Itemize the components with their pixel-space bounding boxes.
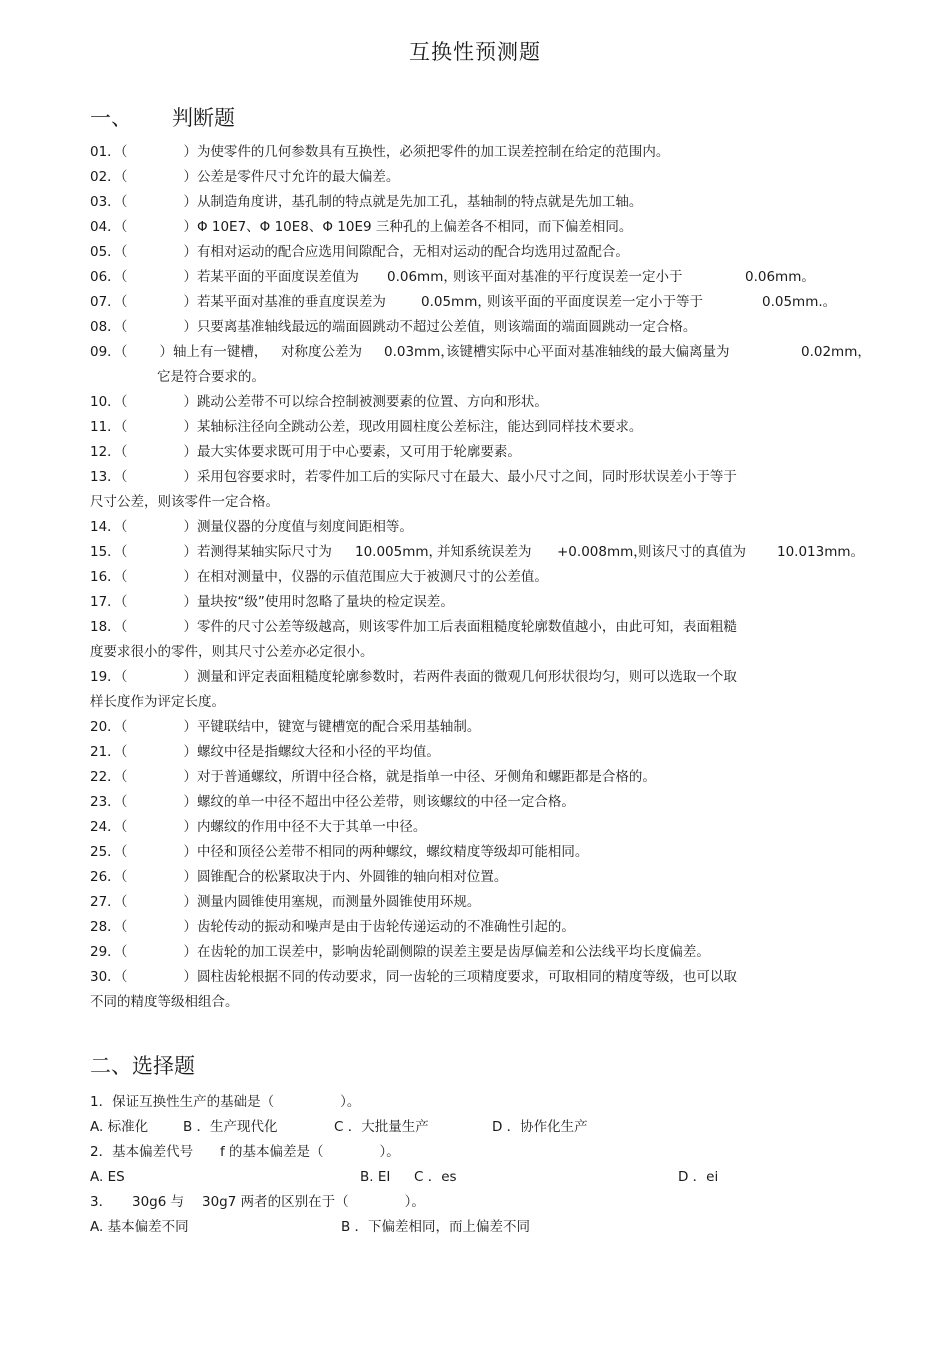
paren-close: ） bbox=[183, 919, 197, 935]
question-number: 20．（ bbox=[90, 719, 128, 735]
question-16 bbox=[90, 568, 548, 586]
question-number: 12．（ bbox=[90, 444, 128, 460]
value-plus-0.008mm: +0.008mm， bbox=[557, 544, 647, 560]
question-text: 只要离基准轴线最远的端面圆跳动不超过公差值，则该端面的端面圆跳动一定合格。 bbox=[196, 319, 697, 335]
choice-stem: 1．保证互换性生产的基础是（ bbox=[90, 1094, 275, 1110]
paren-close: ） bbox=[183, 819, 197, 835]
section-name: 判断题 bbox=[172, 106, 235, 130]
option-b[interactable]: B. EI bbox=[360, 1169, 391, 1185]
question-text: Φ 10E7、Φ 10E8、Φ 10E9 三种孔的上偏差各不相同，而下偏差相同。 bbox=[196, 219, 633, 235]
question-text-continued: 则该尺寸的真值为 bbox=[638, 544, 746, 560]
option-a[interactable]: A. ES bbox=[90, 1169, 125, 1185]
question-text: 若测得某轴实际尺寸为 bbox=[196, 544, 332, 560]
page-title: 互换性预测题 bbox=[409, 40, 541, 64]
question-17 bbox=[90, 593, 454, 611]
question-number: 13．（ bbox=[90, 469, 128, 485]
question-text: 量块按“级”使用时忽略了量块的检定误差。 bbox=[196, 594, 454, 610]
question-text: 采用包容要求时，若零件加工后的实际尺寸在最大、最小尺寸之间，同时形状误差小于等于 bbox=[196, 469, 737, 485]
paren-close: ） bbox=[183, 544, 197, 560]
question-text: 平键联结中，键宽与键槽宽的配合采用基轴制。 bbox=[196, 719, 481, 735]
question-number: 18．（ bbox=[90, 619, 128, 635]
question-24 bbox=[90, 818, 426, 836]
question-text: 齿轮传动的振动和噪声是由于齿轮传递运动的不准确性引起的。 bbox=[196, 919, 575, 935]
paren-close: ） bbox=[183, 144, 197, 160]
option-d[interactable]: D ．协作化生产 bbox=[492, 1119, 588, 1135]
question-28 bbox=[90, 918, 575, 936]
paren-close: ） bbox=[183, 519, 197, 535]
paren-close: ） bbox=[183, 719, 197, 735]
question-text: 有相对运动的配合应选用间隙配合，无相对运动的配合均选用过盈配合。 bbox=[196, 244, 629, 260]
question-07 bbox=[90, 293, 386, 311]
question-continuation: 它是符合要求的。 bbox=[157, 369, 265, 385]
question-number: 26．（ bbox=[90, 869, 128, 885]
paren-close: ） bbox=[183, 469, 197, 485]
question-text: 若某平面的平面度误差值为 bbox=[196, 269, 359, 285]
question-10 bbox=[90, 393, 548, 411]
choice-question-2-stem-b bbox=[220, 1143, 400, 1161]
question-number: 16．（ bbox=[90, 569, 128, 585]
value-0.06mm: 0.06mm。 bbox=[745, 269, 815, 285]
question-text: 跳动公差带不可以综合控制被测要素的位置、方向和形状。 bbox=[196, 394, 548, 410]
option-b[interactable]: B ．下偏差相同，而上偏差不同 bbox=[341, 1219, 531, 1235]
question-01 bbox=[90, 143, 669, 161]
question-continuation: 尺寸公差，则该零件一定合格。 bbox=[90, 494, 279, 510]
section-heading-judgement bbox=[90, 102, 235, 132]
question-02 bbox=[90, 168, 399, 186]
option-c[interactable]: C ．es bbox=[414, 1169, 457, 1185]
question-30 bbox=[90, 968, 737, 986]
paren-close: ） bbox=[183, 294, 197, 310]
choice-question-3: 3． bbox=[90, 1194, 113, 1210]
question-29 bbox=[90, 943, 710, 961]
paren-close: ） bbox=[183, 744, 197, 760]
paren-close: ） bbox=[183, 944, 197, 960]
question-text: 在相对测量中，仪器的示值范围应大于被测尺寸的公差值。 bbox=[196, 569, 548, 585]
question-number: 07．（ bbox=[90, 294, 128, 310]
question-text: 若某平面对基准的垂直度误差为 bbox=[196, 294, 386, 310]
choice-stem: f 的基本偏差是（ bbox=[220, 1144, 324, 1160]
question-number: 03．（ bbox=[90, 194, 128, 210]
paren-close: ） bbox=[183, 619, 197, 635]
question-number: 19．（ bbox=[90, 669, 128, 685]
question-number: 29．（ bbox=[90, 944, 128, 960]
question-number: 22．（ bbox=[90, 769, 128, 785]
question-number: 27．（ bbox=[90, 894, 128, 910]
option-c[interactable]: C ．大批量生产 bbox=[334, 1119, 429, 1135]
option-b[interactable]: B ．生产现代化 bbox=[183, 1119, 278, 1135]
question-number: 11．（ bbox=[90, 419, 128, 435]
paren-close: ） bbox=[183, 419, 197, 435]
question-12 bbox=[90, 443, 521, 461]
choice-stem-end: ）。 bbox=[404, 1194, 425, 1210]
question-text: 从制造角度讲，基孔制的特点就是先加工孔，基轴制的特点就是先加工轴。 bbox=[196, 194, 643, 210]
question-number: 24．（ bbox=[90, 819, 128, 835]
question-number: 04．（ bbox=[90, 219, 128, 235]
question-20 bbox=[90, 718, 480, 736]
question-text: 公差是零件尺寸允许的最大偏差。 bbox=[196, 169, 400, 185]
question-continuation: 样长度作为评定长度。 bbox=[90, 694, 225, 710]
question-06 bbox=[90, 268, 359, 286]
choice-stem: 30g7 两者的区别在于（ bbox=[202, 1194, 349, 1210]
question-text: 测量仪器的分度值与刻度间距相等。 bbox=[196, 519, 413, 535]
paren-close: ） bbox=[183, 894, 197, 910]
question-continuation: 度要求很小的零件，则其尺寸公差亦必定很小。 bbox=[90, 644, 374, 660]
section-heading-choice: 二、选择题 bbox=[90, 1054, 195, 1078]
paren-close: ） bbox=[183, 169, 197, 185]
question-number: 14．（ bbox=[90, 519, 128, 535]
question-text: 轴上有一键槽， bbox=[172, 344, 268, 360]
choice-question-1 bbox=[90, 1093, 360, 1111]
question-text-continued: 对称度公差为 bbox=[281, 344, 362, 360]
question-text: 测量和评定表面粗糙度轮廓参数时，若两件表面的微观几何形状很均匀，则可以选取一个取 bbox=[196, 669, 737, 685]
choice-stem-end: ）。 bbox=[379, 1144, 400, 1160]
choice-question-3-stem-c bbox=[202, 1193, 425, 1211]
section-number: 一、 bbox=[90, 106, 132, 130]
paren-close: ） bbox=[183, 594, 197, 610]
paren-close: ） bbox=[183, 844, 197, 860]
paren-close: ） bbox=[183, 769, 197, 785]
question-text: 某轴标注径向全跳动公差，现改用圆柱度公差标注，能达到同样技术要求。 bbox=[196, 419, 643, 435]
value-10.005mm: 10.005mm， bbox=[355, 544, 443, 560]
question-number: 23．（ bbox=[90, 794, 128, 810]
question-number: 10．（ bbox=[90, 394, 128, 410]
value-10.013mm: 10.013mm。 bbox=[777, 544, 865, 560]
question-text: 零件的尺寸公差等级越高，则该零件加工后表面粗糙度轮廓数值越小，由此可知，表面粗糙 bbox=[196, 619, 737, 635]
question-text: 对于普通螺纹，所谓中径合格，就是指单一中径、牙侧角和螺距都是合格的。 bbox=[196, 769, 656, 785]
value-0.05mm: 0.05mm.。 bbox=[762, 294, 837, 310]
choice-stem-end: ）。 bbox=[340, 1094, 361, 1110]
paren-close: ） bbox=[183, 394, 197, 410]
paren-close: ） bbox=[183, 569, 197, 585]
paren-close: ） bbox=[183, 969, 197, 985]
paren-close: ） bbox=[183, 669, 197, 685]
question-15 bbox=[90, 543, 332, 561]
question-number: 30．（ bbox=[90, 969, 128, 985]
choice-stem: 2．基本偏差代号 bbox=[90, 1144, 194, 1160]
question-text: 为使零件的几何参数具有互换性，必须把零件的加工误差控制在给定的范围内。 bbox=[196, 144, 670, 160]
question-number: 01．（ bbox=[90, 144, 128, 160]
question-text: 螺纹中径是指螺纹大径和小径的平均值。 bbox=[196, 744, 440, 760]
choice-stem-part: 30g6 与 bbox=[132, 1194, 185, 1210]
question-03 bbox=[90, 193, 642, 211]
paren-close: ） bbox=[159, 344, 173, 360]
question-text: 内螺纹的作用中径不大于其单一中径。 bbox=[196, 819, 427, 835]
option-d[interactable]: D ．ei bbox=[678, 1169, 719, 1185]
question-text: 圆柱齿轮根据不同的传动要求，同一齿轮的三项精度要求，可取相同的精度等级，也可以取 bbox=[196, 969, 737, 985]
question-number: 06．（ bbox=[90, 269, 128, 285]
choice-question-2 bbox=[90, 1143, 193, 1161]
question-23 bbox=[90, 793, 575, 811]
question-text: 最大实体要求既可用于中心要素，又可用于轮廓要素。 bbox=[196, 444, 521, 460]
question-number: 28．（ bbox=[90, 919, 128, 935]
question-text: 测量内圆锥使用塞规，而测量外圆锥使用环规。 bbox=[196, 894, 481, 910]
question-text-continued: 则该平面对基准的平行度误差一定小于 bbox=[453, 269, 683, 285]
question-number: 25．（ bbox=[90, 844, 128, 860]
value-0.02mm: 0.02mm， bbox=[801, 344, 871, 360]
question-number: 09．（ bbox=[90, 344, 128, 360]
paren-close: ） bbox=[183, 219, 197, 235]
paren-close: ） bbox=[183, 794, 197, 810]
question-number: 08．（ bbox=[90, 319, 128, 335]
question-text: 圆锥配合的松紧取决于内、外圆锥的轴向相对位置。 bbox=[196, 869, 508, 885]
question-04 bbox=[90, 218, 632, 236]
question-22 bbox=[90, 768, 656, 786]
question-21 bbox=[90, 743, 440, 761]
paren-close: ） bbox=[183, 869, 197, 885]
question-14 bbox=[90, 518, 413, 536]
paren-close: ） bbox=[183, 319, 197, 335]
paren-close: ） bbox=[183, 444, 197, 460]
question-number: 02．（ bbox=[90, 169, 128, 185]
question-19 bbox=[90, 668, 737, 686]
question-text-continued: 则该平面的平面度误差一定小于等于 bbox=[487, 294, 703, 310]
question-25 bbox=[90, 843, 588, 861]
question-26 bbox=[90, 868, 507, 886]
paren-close: ） bbox=[183, 244, 197, 260]
question-text-continued: 并知系统误差为 bbox=[437, 544, 532, 560]
question-text: 在齿轮的加工误差中，影响齿轮副侧隙的误差主要是齿厚偏差和公法线平均长度偏差。 bbox=[196, 944, 710, 960]
paren-close: ） bbox=[183, 194, 197, 210]
question-continuation: 不同的精度等级相组合。 bbox=[90, 994, 239, 1010]
paren-close: ） bbox=[183, 269, 197, 285]
question-13 bbox=[90, 468, 737, 486]
question-number: 15．（ bbox=[90, 544, 128, 560]
question-09 bbox=[90, 343, 267, 361]
value-0.06mm: 0.06mm， bbox=[387, 269, 457, 285]
question-text: 螺纹的单一中径不超出中径公差带，则该螺纹的中径一定合格。 bbox=[196, 794, 575, 810]
question-number: 05．（ bbox=[90, 244, 128, 260]
value-0.03mm: 0.03mm， bbox=[384, 344, 454, 360]
value-0.05mm: 0.05mm， bbox=[421, 294, 491, 310]
question-08 bbox=[90, 318, 696, 336]
option-a[interactable]: A. 基本偏差不同 bbox=[90, 1219, 189, 1235]
question-27 bbox=[90, 893, 480, 911]
question-text: 中径和顶径公差带不相同的两种螺纹，螺纹精度等级却可能相同。 bbox=[196, 844, 589, 860]
question-05 bbox=[90, 243, 629, 261]
question-11 bbox=[90, 418, 642, 436]
question-number: 17．（ bbox=[90, 594, 128, 610]
question-text-continued: 该键槽实际中心平面对基准轴线的最大偏离量为 bbox=[446, 344, 730, 360]
option-a[interactable]: A. 标准化 bbox=[90, 1119, 149, 1135]
question-number: 21．（ bbox=[90, 744, 128, 760]
question-18 bbox=[90, 618, 737, 636]
